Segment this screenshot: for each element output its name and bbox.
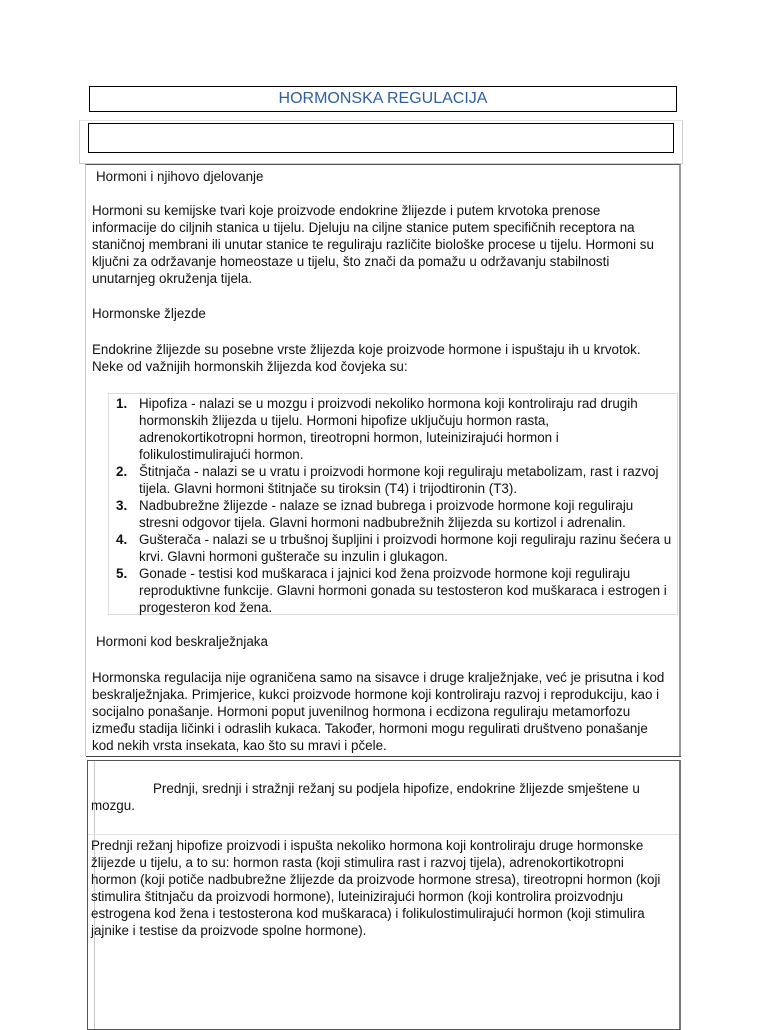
paragraph-line: Endokrine žlijezde su posebne vrste žlijezda koje proizvode hormone i ispuštaju ih u krvotok. [92,342,641,357]
empty-text-box [88,123,674,153]
list-line: Nadbubrežne žlijezde - nalaze se iznad bubrega i proizvode hormone koji reguliraju [139,498,634,513]
paragraph-glands [92,341,678,375]
list-number: 1. [116,396,128,411]
list-line: krvi. Glavni hormoni gušterače su inzulin i glukagon. [139,549,448,564]
list-line: Hipofiza - nalazi se u mozgu i proizvodi nekoliko hormona koji kontroliraju rad drugih [139,396,638,411]
list-line: tijela. Glavni hormoni štitnjače su tiroksin (T4) i trijodtironin (T3). [139,481,518,496]
main-content-box [85,164,681,756]
list-line: hormonskih žlijezda u tijelu. Hormoni hipofize uključuju hormon rasta, [139,413,550,428]
paragraph-line: unutarnjeg okruženja tijela. [92,271,253,286]
paragraph-line: estrogena kod žena i testosterona kod muškaraca) i folikulostimulirajući hormon (koji stimulira [91,906,645,921]
gland-list [108,393,678,615]
list-line: Gonade - testisi kod muškaraca i jajnici kod žena proizvode hormone koji reguliraju [139,566,631,581]
paragraph-line: Hormoni su kemijske tvari koje proizvode endokrine žlijezde i putem krvotoka prenose [92,203,601,218]
section-heading-glands: Hormonske žljezde [92,306,206,321]
section-heading-invertebrates: Hormoni kod beskralježnjaka [96,634,268,649]
paragraph-hormones [92,202,678,287]
paragraph-line: Neke od važnijih hormonskih žlijezda kod čovjeka su: [92,359,408,374]
paragraph-line: između stadija ličinki i odraslih kukaca. Također, hormoni mogu regulirati društveno ponašanje [92,721,648,736]
paragraph-anterior-lobe [91,837,675,939]
divider [88,834,679,835]
list-number: 3. [116,498,128,513]
list-line: reproduktivne funkcije. Glavni hormoni gonada su testosteron kod muškaraca i estrogen i [139,583,667,598]
paragraph-line: socijalno ponašanje. Hormoni poput juvenilnog hormona i ecdizona reguliraju metamorfozu [92,704,631,719]
paragraph-line: hormon (koji potiče nadbubrežne žlijezde da proizvode hormone stresa), tireotropni hormon (koji [91,872,661,887]
intro-line: Prednji, srednji i stražnji režanj su podjela hipofize, endokrine žlijezde smještene u [153,781,640,796]
document-title: HORMONSKA REGULACIJA [89,86,677,112]
list-line: stresni odgovor tijela. Glavni hormoni nadbubrežnih žlijezda su kortizol i adrenalin. [139,515,626,530]
paragraph-line: informacije do ciljnih stanica u tijelu. Djeluju na ciljne stanice putem specifičnih receptora na [92,220,635,235]
list-line: Gušterača - nalazi se u trbušnoj šupljini i proizvodi hormone koji reguliraju razinu šećera u [139,532,672,547]
list-number: 2. [116,464,128,479]
paragraph-line: kod nekih vrsta insekata, kao što su mravi i pčele. [92,738,387,753]
paragraph-invertebrates [92,669,678,754]
list-number: 4. [116,532,128,547]
paragraph-line: beskralježnjaka. Primjerice, kukci proizvode hormone koji kontroliraju razvoj i reprodukciju, kao i [92,687,660,702]
pituitary-intro [91,780,675,814]
list-line: folikulostimulirajući hormon. [139,447,304,462]
divider [86,756,681,757]
list-number: 5. [116,566,128,581]
paragraph-line: Hormonska regulacija nije ograničena samo na sisavce i druge kralježnjake, već je prisutna i kod [92,670,665,685]
paragraph-line: žlijezde u tijelu, a to su: hormon rasta (koji stimulira rast i razvoj tijela), adrenokortikotropni [91,855,624,870]
section-heading-hormones: Hormoni i njihovo djelovanje [96,169,264,184]
paragraph-line: stimulira štitnjaču da proizvodi hormone), luteinizirajući hormon (koji kontrolira proizvodnju [91,889,624,904]
list-line: Štitnjača - nalazi se u vratu i proizvodi hormone koji reguliraju metabolizam, rast i razvoj [139,464,659,479]
paragraph-line: ključni za održavanje homeostaze u tijelu, što znači da pomažu u održavanju stabilnosti [92,254,610,269]
paragraph-line: Prednji režanj hipofize proizvodi i ispušta nekoliko hormona koji kontroliraju druge hormonske [91,838,644,853]
paragraph-line: staničnoj membrani ili unutar stanice te reguliraju različite biološke procese u tijelu. Hormoni su [92,237,654,252]
pituitary-box [87,760,681,1030]
intro-line: mozgu. [91,798,135,813]
list-line: adrenokortikotropni hormon, tireotropni hormon, luteinizirajući hormon i [139,430,559,445]
paragraph-line: jajnike i testise da proizvode spolne hormone). [91,923,367,938]
empty-frame [79,120,683,164]
list-line: progesteron kod žena. [139,600,273,615]
